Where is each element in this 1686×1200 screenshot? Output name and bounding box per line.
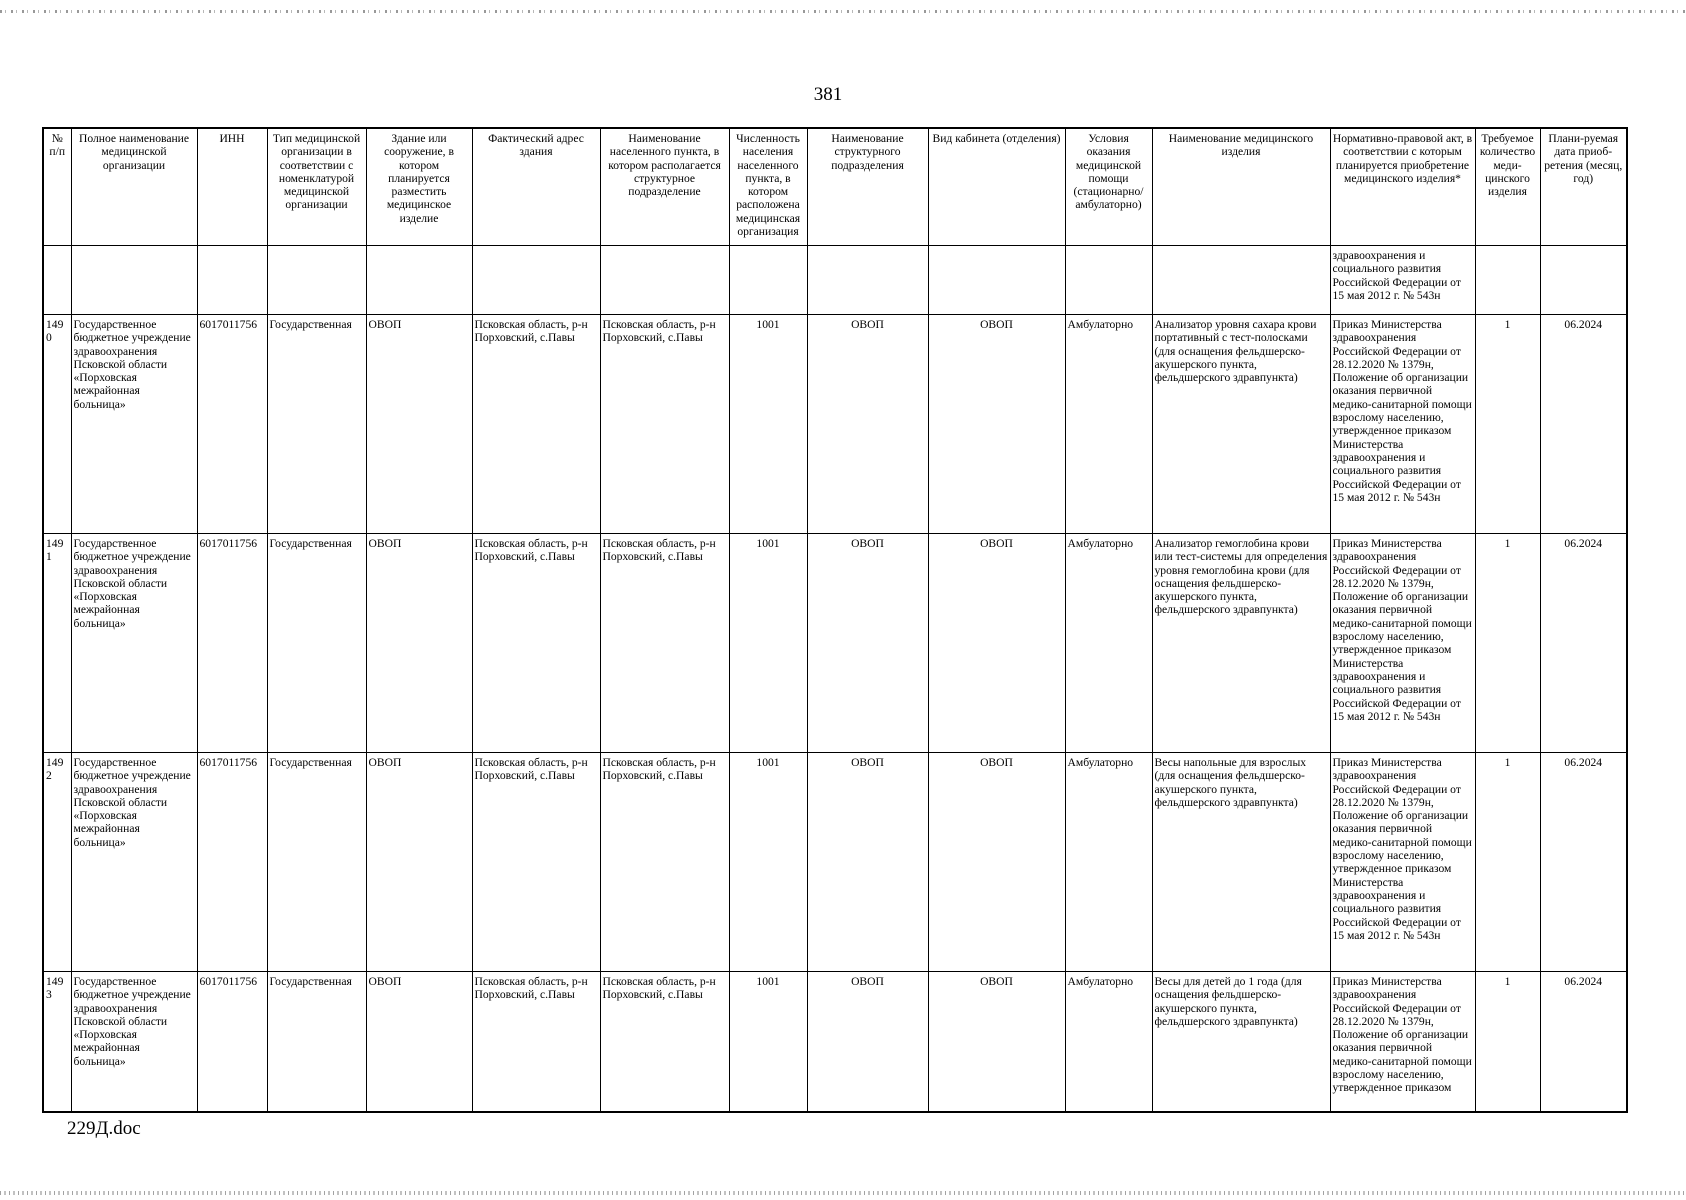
device-name: Анализатор уровня сахара крови портативный с тест-полосками (для оснащения фельдшерско-акушерского пункта, фельдшерского здравпункта) [1152, 315, 1330, 534]
population: 1001 [729, 972, 807, 1113]
table-cell [43, 246, 71, 315]
address: Псковская область, р-н Порховский, с.Павы [472, 534, 600, 753]
table-cell [1475, 246, 1540, 315]
division: ОВОП [807, 315, 928, 534]
cabinet: ОВОП [928, 972, 1065, 1113]
table-row [43, 753, 1627, 972]
act-cell: Приказ Министерства здравоохранения Российской Федерации от 28.12.2020 № 1379н, Положение об организации оказания первичной медико-санитарной помощи взрослому населению, утвержденное приказом Министерства здравоохранения и социального развития Российской Федерации от 15 мая 2012 г. № 543н [1330, 753, 1475, 972]
org-name: Государственное бюджетное учреждение здравоохранения Псковской области «Порховская межрайонная больница» [71, 972, 197, 1113]
table-row [43, 315, 1627, 534]
planned-date: 06.2024 [1540, 972, 1627, 1113]
building: ОВОП [366, 534, 472, 753]
table-header-row [43, 128, 1627, 246]
table-row [43, 534, 1627, 753]
table-cell [472, 246, 600, 315]
row-number: 1492 [43, 753, 71, 972]
act-cell: здравоохранения и социального развития Российской Федерации от 15 мая 2012 г. № 543н [1330, 246, 1475, 315]
scan-edge-bottom [0, 1191, 1686, 1195]
row-number: 1493 [43, 972, 71, 1113]
device-name: Анализатор гемоглобина крови или тест-системы для определения уровня гемоглобина крови (для оснащения фельдшерско-акушерского пункта, фельдшерского здравпункта) [1152, 534, 1330, 753]
address: Псковская область, р-н Порховский, с.Павы [472, 972, 600, 1113]
table-cell [1152, 246, 1330, 315]
division: ОВОП [807, 753, 928, 972]
header-cell: Полное наименование медицинской организации [71, 128, 197, 246]
footer-filename: 229Д.doc [67, 1118, 141, 1139]
cabinet: ОВОП [928, 534, 1065, 753]
org-type: Государственная [267, 753, 366, 972]
header-cell: Здание или сооружение, в котором планируется разместить медицинское изделие [366, 128, 472, 246]
quantity: 1 [1475, 972, 1540, 1113]
population: 1001 [729, 753, 807, 972]
locality: Псковская область, р-н Порховский, с.Павы [600, 972, 729, 1113]
table-row-continuation [43, 246, 1627, 315]
conditions: Амбулаторно [1065, 753, 1152, 972]
building: ОВОП [366, 315, 472, 534]
planned-date: 06.2024 [1540, 315, 1627, 534]
quantity: 1 [1475, 534, 1540, 753]
header-cell: Наименование структурного подразделения [807, 128, 928, 246]
address: Псковская область, р-н Порховский, с.Павы [472, 315, 600, 534]
conditions: Амбулаторно [1065, 534, 1152, 753]
population: 1001 [729, 315, 807, 534]
conditions: Амбулаторно [1065, 972, 1152, 1113]
header-cell: Условия оказания медицинской помощи (стационарно/амбулаторно) [1065, 128, 1152, 246]
header-cell: Нормативно-правовой акт, в соответствии с которым планируется приобретение медицинского изделия* [1330, 128, 1475, 246]
act-cell: Приказ Министерства здравоохранения Российской Федерации от 28.12.2020 № 1379н, Положение об организации оказания первичной медико-санитарной помощи взрослому населению, утвержденное приказом Министерства здравоохранения и социального развития Российской Федерации от 15 мая 2012 г. № 543н [1330, 534, 1475, 753]
inn: 6017011756 [197, 972, 267, 1113]
building: ОВОП [366, 753, 472, 972]
scan-edge-top [0, 10, 1686, 13]
cabinet: ОВОП [928, 753, 1065, 972]
header-cell: № п/п [43, 128, 71, 246]
locality: Псковская область, р-н Порховский, с.Павы [600, 753, 729, 972]
act-cell: Приказ Министерства здравоохранения Российской Федерации от 28.12.2020 № 1379н, Положение об организации оказания первичной медико-санитарной помощи взрослому населению, утвержденное приказом Министерства здравоохранения и социального развития Российской Федерации от 15 мая 2012 г. № 543н [1330, 315, 1475, 534]
device-name: Весы напольные для взрослых (для оснащения фельдшерско-акушерского пункта, фельдшерского здравпункта) [1152, 753, 1330, 972]
cabinet: ОВОП [928, 315, 1065, 534]
org-type: Государственная [267, 534, 366, 753]
division: ОВОП [807, 534, 928, 753]
header-cell: Наименование медицинского изделия [1152, 128, 1330, 246]
row-number: 1490 [43, 315, 71, 534]
conditions: Амбулаторно [1065, 315, 1152, 534]
inn: 6017011756 [197, 315, 267, 534]
table-row [43, 972, 1627, 1113]
table-cell [366, 246, 472, 315]
building: ОВОП [366, 972, 472, 1113]
equipment-table [42, 127, 1628, 1113]
org-type: Государственная [267, 972, 366, 1113]
table-cell [1065, 246, 1152, 315]
table-cell [197, 246, 267, 315]
header-cell: Вид кабинета (отделения) [928, 128, 1065, 246]
quantity: 1 [1475, 315, 1540, 534]
header-cell: Плани-руемая дата приоб-ретения (месяц, год) [1540, 128, 1627, 246]
table-cell [71, 246, 197, 315]
header-cell: Наименование населенного пункта, в котором располагается структурное подразделение [600, 128, 729, 246]
org-name: Государственное бюджетное учреждение здравоохранения Псковской области «Порховская межрайонная больница» [71, 315, 197, 534]
population: 1001 [729, 534, 807, 753]
header-cell: ИНН [197, 128, 267, 246]
planned-date: 06.2024 [1540, 753, 1627, 972]
org-name: Государственное бюджетное учреждение здравоохранения Псковской области «Порховская межрайонная больница» [71, 534, 197, 753]
header-cell: Требуемое количество меди-цинского изделия [1475, 128, 1540, 246]
header-cell: Фактический адрес здания [472, 128, 600, 246]
header-cell: Тип медицинской организации в соответствии с номенклатурой медицинской организации [267, 128, 366, 246]
page-number: 381 [813, 84, 843, 105]
org-name: Государственное бюджетное учреждение здравоохранения Псковской области «Порховская межрайонная больница» [71, 753, 197, 972]
division: ОВОП [807, 972, 928, 1113]
table-cell [1540, 246, 1627, 315]
planned-date: 06.2024 [1540, 534, 1627, 753]
table-cell [600, 246, 729, 315]
locality: Псковская область, р-н Порховский, с.Павы [600, 534, 729, 753]
org-type: Государственная [267, 315, 366, 534]
locality: Псковская область, р-н Порховский, с.Павы [600, 315, 729, 534]
inn: 6017011756 [197, 534, 267, 753]
device-name: Весы для детей до 1 года (для оснащения фельдшерско-акушерского пункта, фельдшерского здравпункта) [1152, 972, 1330, 1113]
table-cell [928, 246, 1065, 315]
table-cell [729, 246, 807, 315]
act-cell: Приказ Министерства здравоохранения Российской Федерации от 28.12.2020 № 1379н, Положение об организации оказания первичной медико-санитарной помощи взрослому населению, утвержденное приказом [1330, 972, 1475, 1113]
table-cell [807, 246, 928, 315]
inn: 6017011756 [197, 753, 267, 972]
header-cell: Численность населения населенного пункта, в котором расположена медицинская организация [729, 128, 807, 246]
quantity: 1 [1475, 753, 1540, 972]
row-number: 1491 [43, 534, 71, 753]
table-cell [267, 246, 366, 315]
address: Псковская область, р-н Порховский, с.Павы [472, 753, 600, 972]
